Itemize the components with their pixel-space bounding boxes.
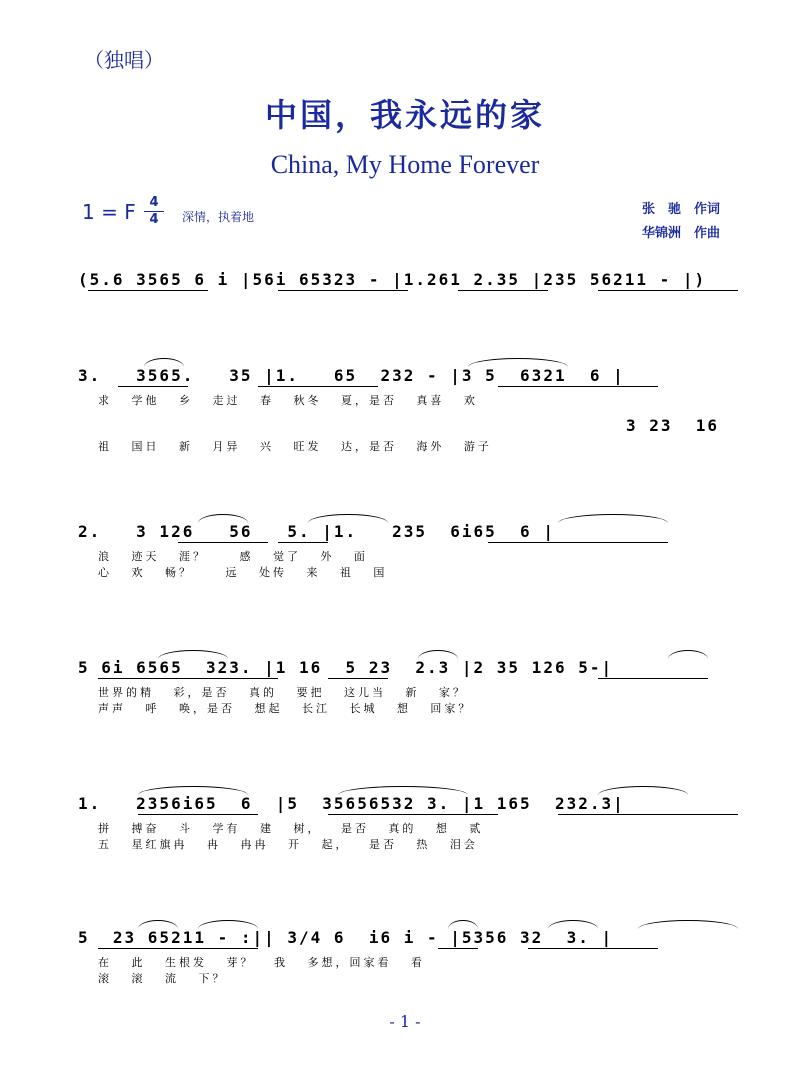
score-row-4	[78, 794, 758, 854]
notes-line: 2. 3 126 56 5. |1. 235 6i65 6 |	[78, 522, 555, 541]
underline	[328, 814, 498, 815]
slur	[558, 514, 668, 523]
key-signature: 1 = F	[82, 200, 136, 224]
underline	[498, 386, 658, 387]
time-signature	[144, 195, 164, 228]
underline	[278, 542, 328, 543]
score-row-intro	[78, 270, 758, 310]
underline	[488, 542, 668, 543]
underline	[138, 814, 258, 815]
lyrics-verse-1: 拼 搏奋 斗 学有 建 树， 是否 真的 想 贰	[98, 822, 484, 835]
notes-line: (5.6 3565 6 i |56i 65323 - |1.261 2.35 |235 56211 - |)	[78, 270, 707, 289]
lyrics-verse-1: 世界的精 彩，是否 真的 要把 这儿当 新 家？	[98, 686, 467, 699]
underline	[178, 542, 268, 543]
lyrics-verse-2: 声声 呼 唤，是否 想起 长江 长城 想 回家？	[98, 702, 473, 715]
underline	[278, 290, 408, 291]
composer-credit: 华锦洲 作曲	[642, 226, 721, 241]
underline	[88, 290, 208, 291]
lyrics-verse-1: 在 此 生根发 芽？ 我 多想，回家看 看	[98, 956, 425, 969]
underline	[528, 948, 658, 949]
notes-line: 1. 2356i65 6 |5 35656532 3. |1 165 232.3|	[78, 794, 625, 813]
lyrics-verse-2: 心 欢 畅？ 远 处传 来 祖 国	[98, 566, 388, 579]
underline	[328, 678, 388, 679]
lyrics-verse-2: 祖 国日 新 月异 兴 旺发 达，是否 海外 游子	[98, 440, 492, 453]
tempo-marking: 深情，执着地	[182, 210, 255, 224]
lyrics-verse-2: 滚 滚 流 下？	[98, 972, 227, 985]
meter-top: 4	[149, 195, 159, 210]
slur	[668, 650, 708, 659]
score-row-1	[78, 366, 758, 453]
slur	[638, 920, 738, 929]
score-row-5	[78, 928, 758, 988]
page-number: - 1 -	[389, 1012, 421, 1031]
underline	[118, 386, 188, 387]
score-row-3	[78, 658, 758, 718]
underline	[98, 678, 278, 679]
meter-bottom: 4	[144, 211, 164, 228]
notes-line: 5 23 65211 - :|| 3/4 6 i6 i - |5356 32 3. |	[78, 928, 614, 947]
solo-label: （独唱）	[84, 48, 164, 72]
lyrics-verse-2: 五 星红旗冉 冉 冉冉 开 起， 是否 热 泪会	[98, 838, 478, 851]
lyrics-verse-1: 求 学他 乡 走过 春 秋冬 夏，是否 真喜 欢	[98, 394, 478, 407]
notes-line-alt: 3 23 16	[626, 416, 720, 435]
lyrics-verse-1: 浪 迹天 涯？ 感 觉了 外 面	[98, 550, 368, 563]
page-title: 中国，我永远的家	[264, 96, 545, 134]
underline	[438, 948, 478, 949]
underline	[558, 814, 738, 815]
page-subtitle: China, My Home Forever	[270, 150, 540, 179]
underline	[98, 948, 258, 949]
underline	[258, 386, 378, 387]
underline	[598, 678, 708, 679]
underline	[458, 290, 548, 291]
lyricist-credit: 张 驰 作词	[642, 202, 721, 217]
notes-line: 5 6i 6565 323. |1 16 5 23 2.3 |2 35 126 5-|	[78, 658, 614, 677]
underline	[598, 290, 738, 291]
notes-line: 3. 3565. 35 |1. 65 232 - |3 5 6321 6 |	[78, 366, 625, 385]
score-row-2	[78, 522, 758, 582]
